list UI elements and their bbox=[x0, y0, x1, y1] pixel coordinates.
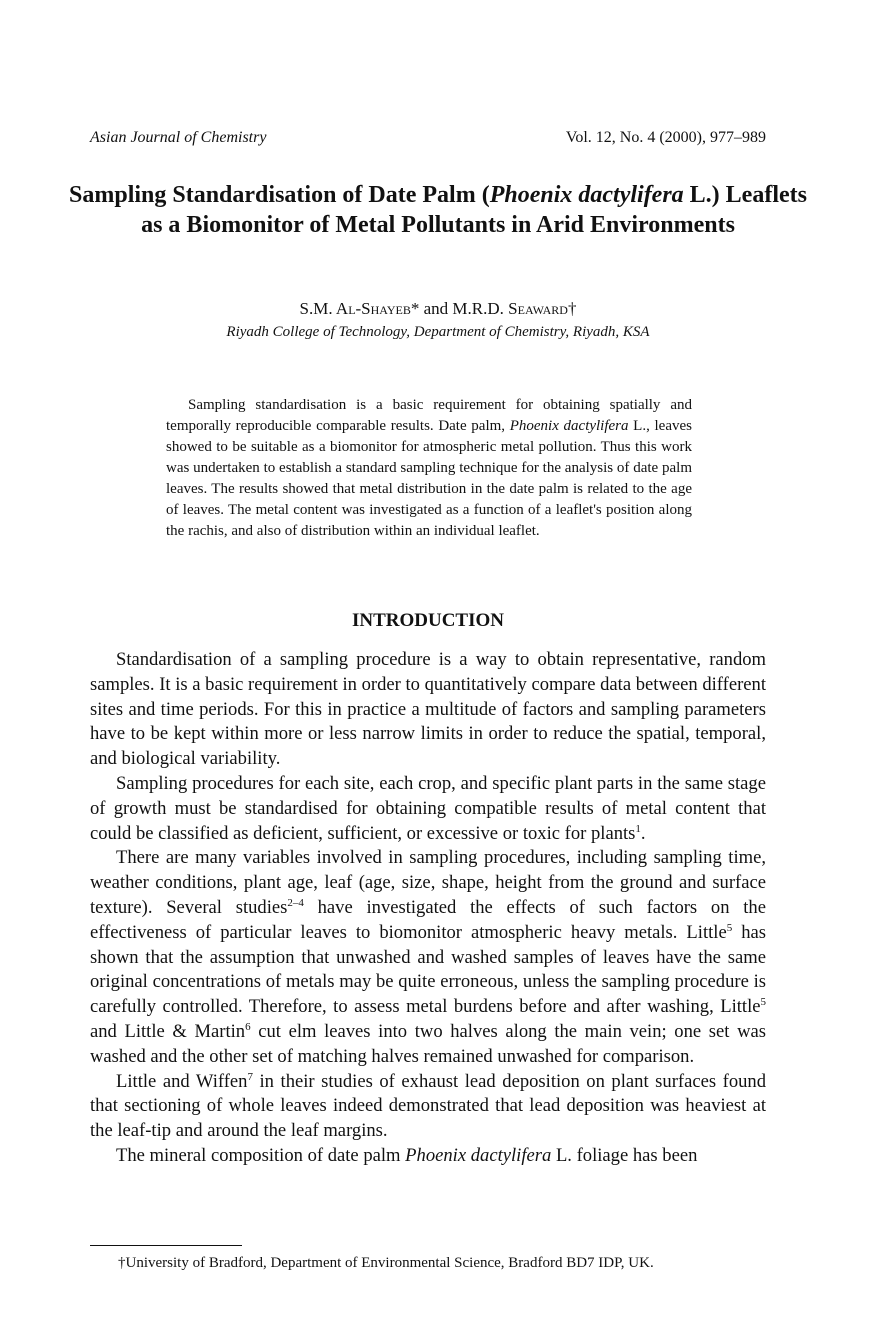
affiliation: Riyadh College of Technology, Department of Chemistry, Riyadh, KSA bbox=[226, 324, 650, 340]
paragraph-2-end: . bbox=[640, 822, 646, 844]
footnote-rule bbox=[90, 1245, 242, 1246]
title-species: Phoenix dactylifera bbox=[489, 182, 684, 208]
paragraph-2-text: Sampling procedures for each site, each crop, and specific plant parts in the same stage of growth must be standardised for obtaining compatible results of metal content that could be classified as deficient, sufficient, or excessive or toxic for plants bbox=[90, 772, 766, 844]
author-1-mark: * bbox=[410, 299, 420, 318]
citation-ref: 5 bbox=[760, 996, 766, 1009]
abstract-species: Phoenix dactylifera bbox=[509, 418, 629, 434]
paragraph-5-text-a: The mineral composition of date palm bbox=[116, 1144, 406, 1166]
author-1-surname: l-Shayeb bbox=[348, 299, 411, 318]
citation-ref: 6 bbox=[245, 1020, 251, 1033]
author-2-mark: † bbox=[567, 299, 577, 318]
author-2-surname: eaward bbox=[517, 299, 568, 318]
citation-ref: 5 bbox=[726, 921, 733, 934]
citation-ref: 2–4 bbox=[287, 896, 304, 909]
footnote: †University of Bradford, Department of Environmental Science, Bradford BD7 IDP, UK. bbox=[118, 1255, 654, 1271]
paragraph-3-text-c: has shown that the assumption that unwashed and washed samples of leaves have the same original concentrations of metals may be quite erroneous, unless the sampling procedure is carefully controlled. Therefore, to assess metal burdens before and after washing, Little bbox=[90, 921, 766, 1018]
abstract-text-2: L., leaves showed to be suitable as a biomonitor for atmospheric metal pollution. Thus this work was undertaken to establish a standard sampling technique for the analysis of date palm leaves. The results showed that metal distribution in the date palm is related to the age of leaves. The metal content was investigated as a function of a leaflet's position along the rachis, and also of distribution within an individual leaflet. bbox=[166, 418, 692, 539]
abstract bbox=[166, 395, 692, 542]
running-head bbox=[90, 128, 766, 148]
title-part-2: L.) Leaflets as a Biomonitor of Metal Pollutants in Arid Environments bbox=[141, 182, 807, 238]
paragraph-3 bbox=[90, 846, 766, 1069]
citation-ref: 7 bbox=[247, 1070, 253, 1083]
paragraph-5-text-b: L. foliage has been bbox=[551, 1144, 698, 1166]
citation-ref: 1 bbox=[635, 822, 641, 835]
paragraph-5-species: Phoenix dactylifera bbox=[405, 1144, 552, 1166]
paragraph-5 bbox=[90, 1144, 766, 1169]
author-1-initials: S.M. A bbox=[299, 299, 349, 318]
paragraph-4-text-b: in their studies of exhaust lead deposition on plant surfaces found that sectioning of whole leaves indeed demonstrated that lead deposition was heaviest at the leaf-tip and around the leaf margins. bbox=[90, 1070, 767, 1142]
paragraph-3-text-d: and Little & Martin bbox=[90, 1020, 246, 1042]
paragraph-1: Standardisation of a sampling procedure is a way to obtain representative, random samples. It is a basic requirement in order to quantitatively compare data between different sites and time periods. For this in practice a multitude of factors and sampling parameters have to be kept within more or less narrow limits in order to reduce the spatial, temporal, and biological variability. bbox=[90, 649, 767, 770]
paragraph-2 bbox=[90, 772, 766, 846]
volume-info: Vol. 12, No. 4 (2000), 977–989 bbox=[565, 129, 766, 146]
paragraph-4 bbox=[90, 1070, 766, 1144]
paragraph-3-text-a: There are many variables involved in sampling procedures, including sampling time, weather conditions, plant age, leaf (age, size, shape, height from the ground and surface texture). Several studies bbox=[90, 847, 766, 918]
paper-title bbox=[60, 180, 816, 240]
abstract-text-1: Sampling standardisation is a basic requirement for obtaining spatially and temporally reproducible comparable results. Date palm, bbox=[166, 397, 692, 434]
author-2-initials: M.R.D. S bbox=[452, 299, 518, 318]
author-separator: and bbox=[419, 299, 453, 318]
paragraph-3-text-e: cut elm leaves into two halves along the main vein; one set was washed and the other set of matching halves remained unwashed for comparison. bbox=[90, 1020, 766, 1067]
paragraph-3-text-b: have investigated the effects of such factors on the effectiveness of particular leaves to biomonitor atmospheric heavy metals. Little bbox=[90, 896, 766, 943]
body-text bbox=[90, 648, 766, 1169]
section-heading-introduction: INTRODUCTION bbox=[351, 610, 505, 631]
author-line bbox=[0, 298, 876, 320]
title-part-1: Sampling Standardisation of Date Palm ( bbox=[69, 182, 490, 208]
paragraph-4-text-a: Little and Wiffen bbox=[116, 1070, 248, 1092]
journal-name: Asian Journal of Chemistry bbox=[90, 129, 267, 146]
